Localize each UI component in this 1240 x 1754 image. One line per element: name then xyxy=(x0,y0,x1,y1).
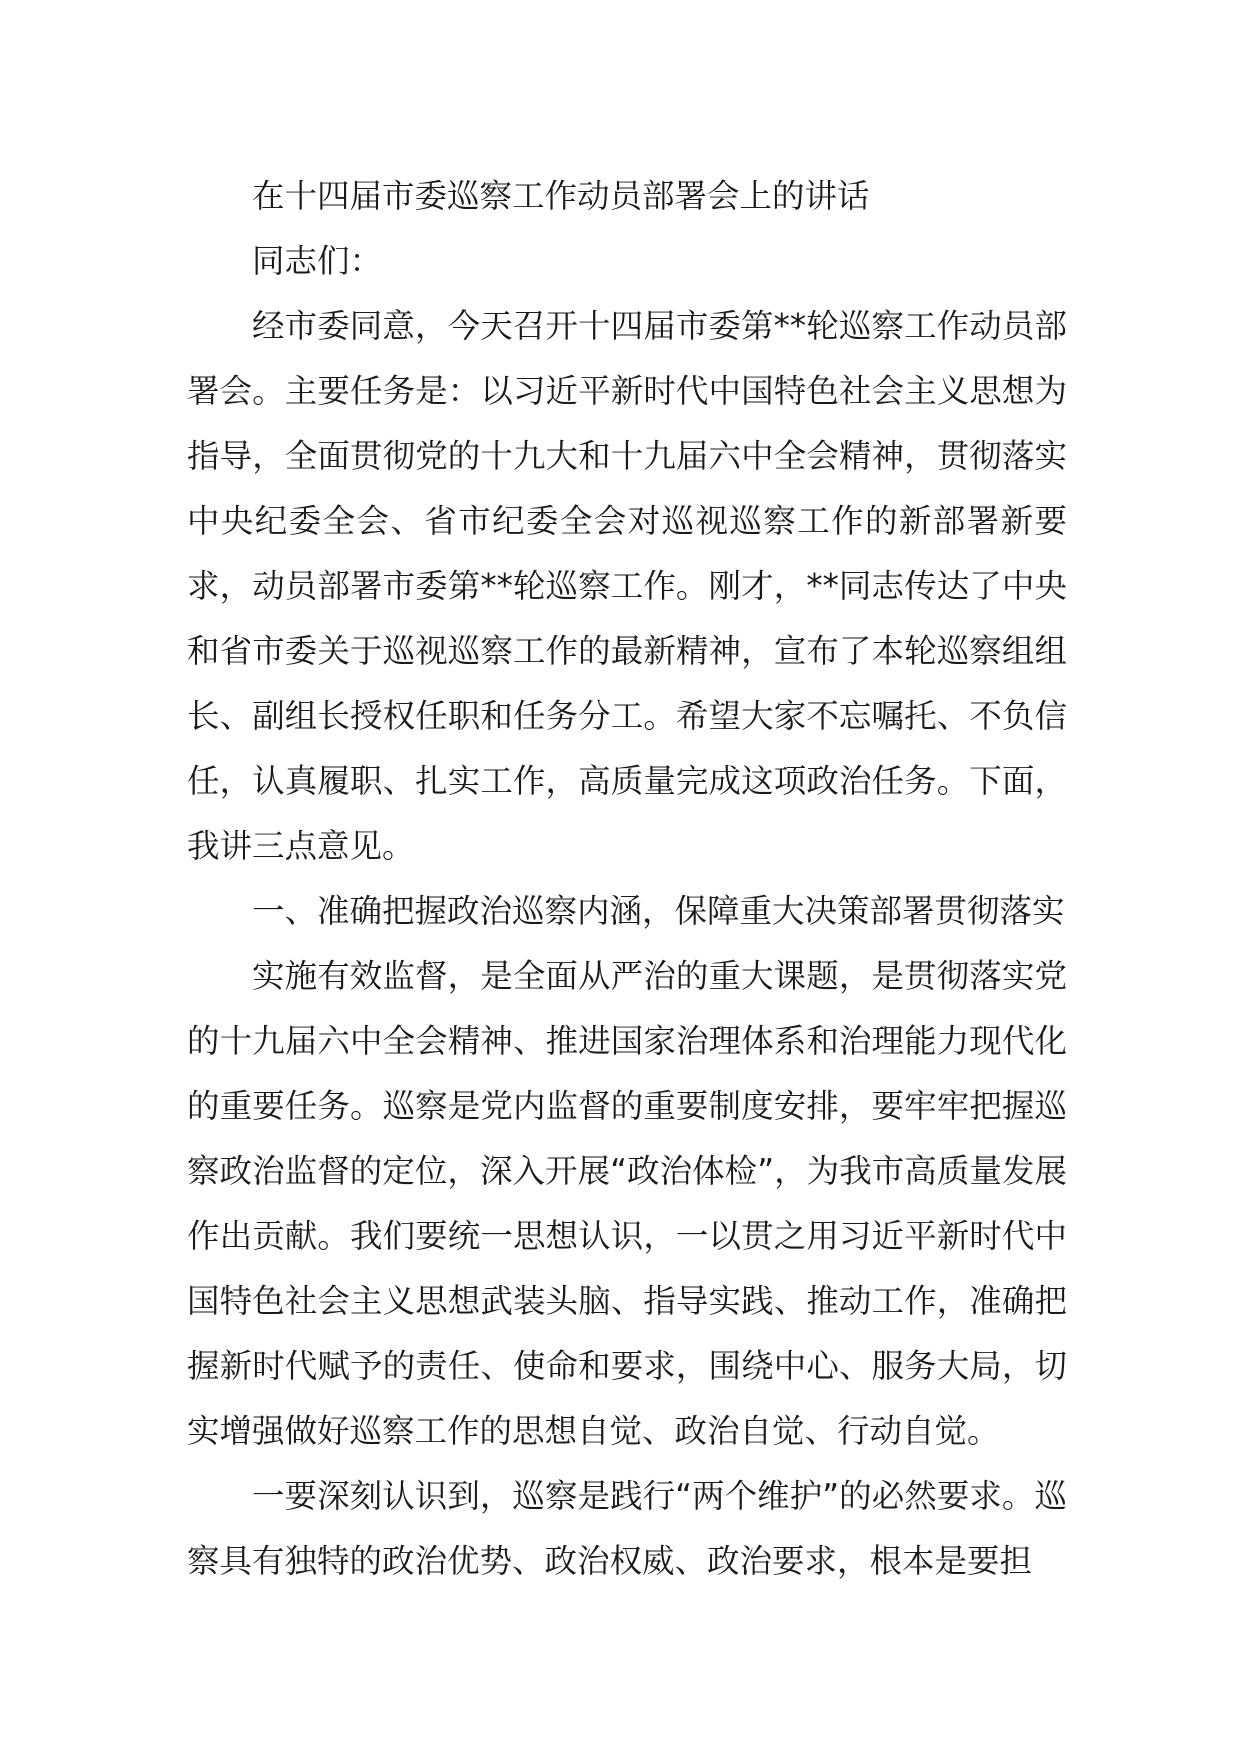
salutation: 同志们： xyxy=(252,242,383,280)
document-title: 在十四届市委巡察工作动员部署会上的讲话 xyxy=(252,177,870,215)
paragraph-section-1: 实施有效监督，是全面从严治的重大课题，是贯彻落实党的十九届六中全会精神、推进国家治理体系和治理能力现代化的重要任务。巡察是党内监督的重要制度安排，要牢牢把握巡察政治监督的定位，深入开展“政治体检”，为我市高质量发展作出贡献。我们要统一思想认识，一以贯之用习近平新时代中国特色社会主义思想武装头脑、指导实践、推动工作，准确把握新时代赋予的责任、使命和要求，围绕中心、服务大局，切实增强做好巡察工作的思想自觉、政治自觉、行动自觉。 xyxy=(187,957,1067,1450)
section-heading-1: 一、准确把握政治巡察内涵，保障重大决策部署贯彻落实 xyxy=(252,892,1065,930)
document-body xyxy=(187,164,1067,1594)
paragraph-point-1: 一要深刻认识到，巡察是践行“两个维护”的必然要求。巡察具有独特的政治优势、政治权威、政治要求，根本是要担 xyxy=(187,1477,1067,1580)
paragraph-intro: 经市委同意，今天召开十四届市委第**轮巡察工作动员部署会。主要任务是：以习近平新时代中国特色社会主义思想为指导，全面贯彻党的十九大和十九届六中全会精神，贯彻落实中央纪委全会、省市纪委全会对巡视巡察工作的新部署新要求，动员部署市委第**轮巡察工作。刚才，**同志传达了中央和省市委关于巡视巡察工作的最新精神，宣布了本轮巡察组组长、副组长授权任职和任务分工。希望大家不忘嘱托、不负信任，认真履职、扎实工作，高质量完成这项政治任务。下面，我讲三点意见。 xyxy=(187,307,1067,865)
